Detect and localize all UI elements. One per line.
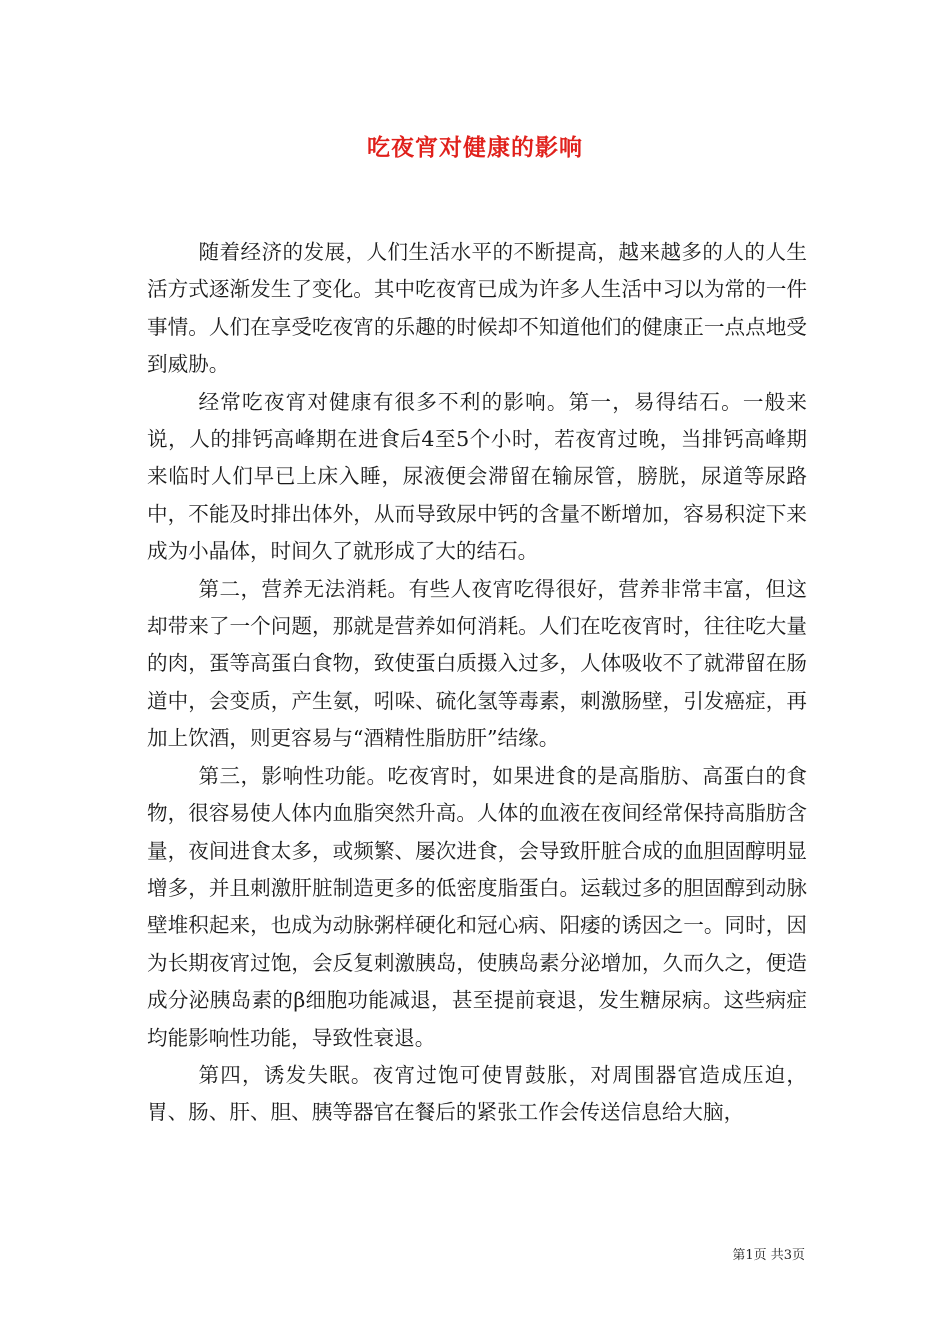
document-title: 吃夜宵对健康的影响 (367, 134, 583, 161)
page-number-footer: 第1页 共3页 (732, 1248, 805, 1263)
document-body (147, 234, 807, 1132)
paragraph-intro: 随着经济的发展，人们生活水平的不断提高，越来越多的人的人生活方式逐渐发生了变化。其中吃夜宵已成为许多人生活中习以为常的一件事情。人们在享受吃夜宵的乐趣的时候却不知道他们的健康正一点点地受到威胁。 (147, 240, 807, 377)
paragraph-first-effect: 经常吃夜宵对健康有很多不利的影响。第一，易得结石。一般来说，人的排钙高峰期在进食后4至5个小时，若夜宵过晚，当排钙高峰期来临时人们早已上床入睡，尿液便会滞留在输尿管，膀胱，尿道等尿路中，不能及时排出体外，从而导致尿中钙的含量不断增加，容易积淀下来成为小晶体，时间久了就形成了大的结石。 (147, 389, 807, 564)
paragraph-third-effect: 第三，影响性功能。吃夜宵时，如果进食的是高脂肪、高蛋白的食物，很容易使人体内血脂突然升高。人体的血液在夜间经常保持高脂肪含量，夜间进食太多，或频繁、屡次进食，会导致肝脏合成的血胆固醇明显增多，并且刺激肝脏制造更多的低密度脂蛋白。运载过多的胆固醇到动脉壁堆积起来，也成为动脉粥样硬化和冠心病、阳痿的诱因之一。同时，因为长期夜宵过饱，会反复刺激胰岛，使胰岛素分泌增加，久而久之，便造成分泌胰岛素的β细胞功能减退，甚至提前衰退，发生糖尿病。这些病症均能影响性功能，导致性衰退。 (147, 763, 807, 1050)
paragraph-fourth-effect: 第四，诱发失眠。夜宵过饱可使胃鼓胀，对周围器官造成压迫，胃、肠、肝、胆、胰等器官在餐后的紧张工作会传送信息给大脑， (147, 1062, 807, 1125)
paragraph-second-effect: 第二，营养无法消耗。有些人夜宵吃得很好，营养非常丰富，但这却带来了一个问题，那就是营养如何消耗。人们在吃夜宵时，往往吃大量的肉，蛋等高蛋白食物，致使蛋白质摄入过多，人体吸收不了就滞留在肠道中，会变质，产生氨，吲哚、硫化氢等毒素，刺激肠壁，引发癌症，再加上饮酒，则更容易与“酒精性脂肪肝”结缘。 (147, 576, 807, 751)
